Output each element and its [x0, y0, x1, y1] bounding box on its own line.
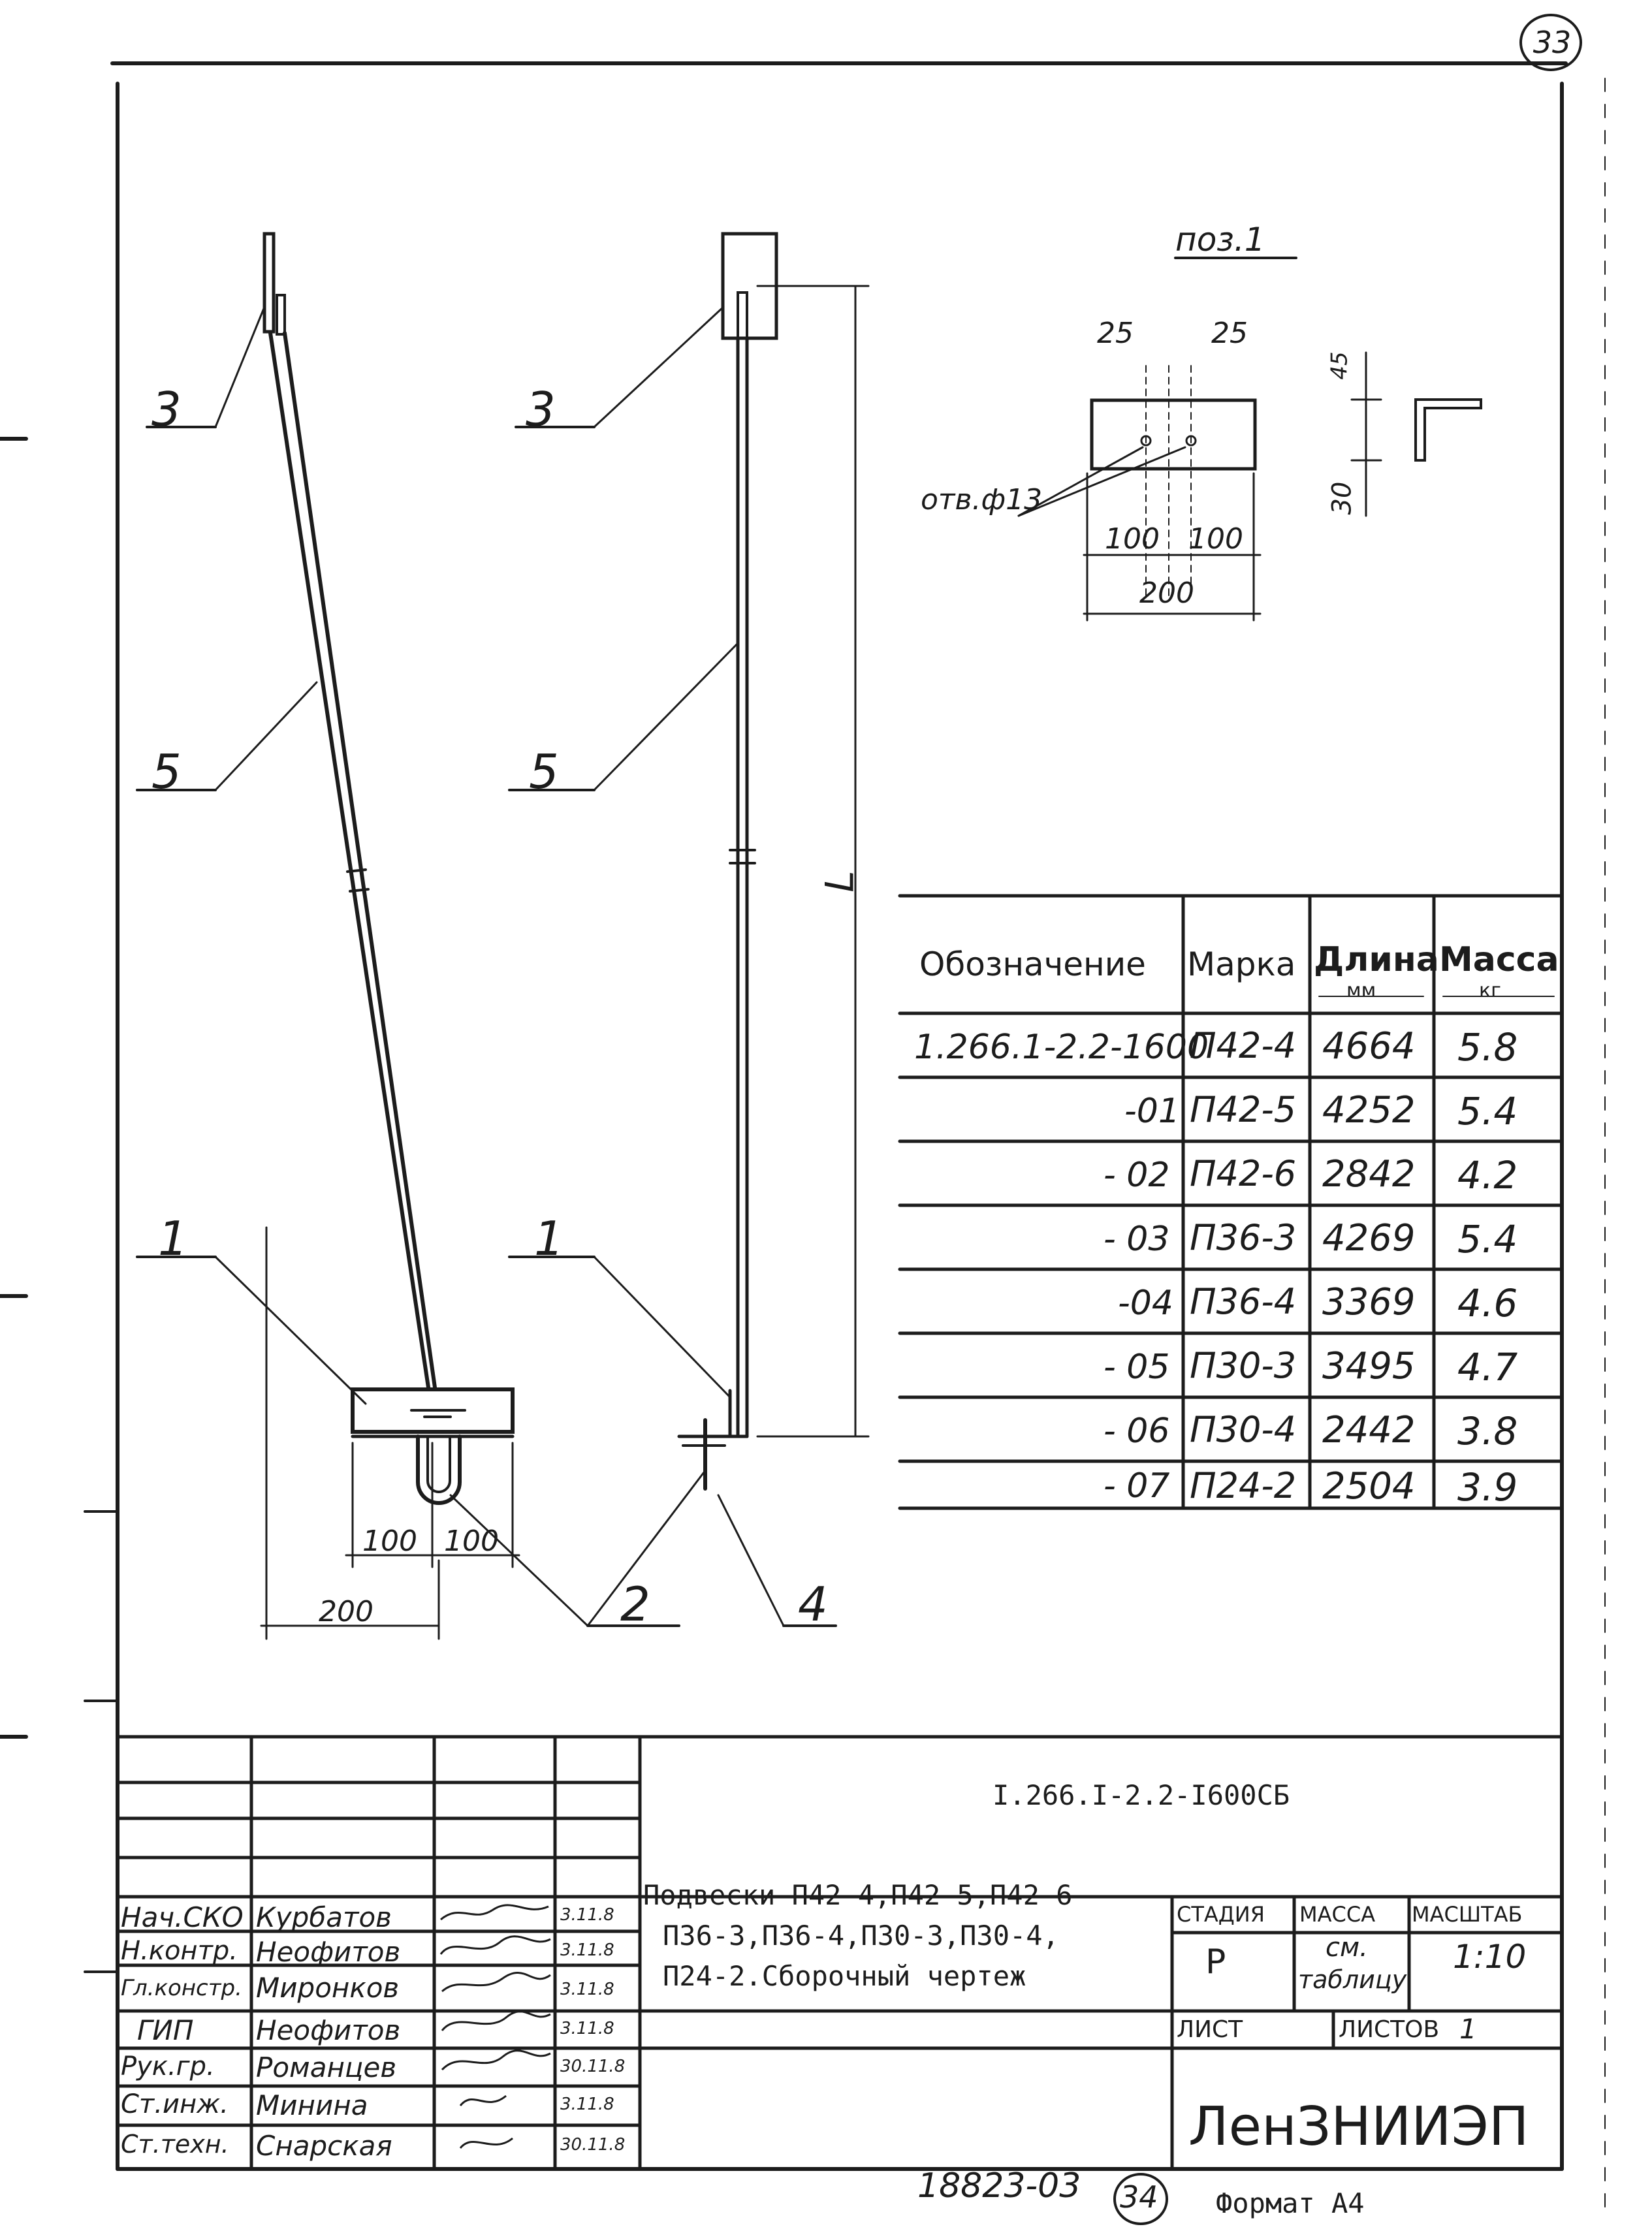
left-bracket-top — [264, 234, 274, 332]
format-label: Формат А4 — [1216, 2187, 1365, 2219]
table-row-designation: - 02 — [1104, 1156, 1170, 1195]
detail-dim-100a: 100 — [1105, 522, 1160, 556]
table-row-length: 3495 — [1322, 1345, 1416, 1387]
table-row-length: 4664 — [1322, 1025, 1416, 1068]
signature-scribbles — [434, 1897, 555, 2169]
callout-3-mid: 3 — [526, 382, 556, 437]
sig-name: Романцев — [256, 2051, 397, 2083]
table-row-length: 2842 — [1322, 1153, 1416, 1195]
sig-date: 3.11.8 — [560, 1940, 614, 1960]
table-row-designation: -04 — [1118, 1284, 1173, 1323]
table-row-mass: 4.7 — [1457, 1345, 1518, 1389]
table-row-length: 4269 — [1322, 1217, 1416, 1259]
sig-date: 3.11.8 — [560, 1905, 614, 1925]
sig-role: Н.контр. — [121, 1936, 238, 1966]
table-row-mark: П36-3 — [1190, 1217, 1297, 1258]
title-line-3: П24-2.Сборочный чертеж — [663, 1960, 1026, 1992]
sig-role: Ст.инж. — [121, 2089, 229, 2119]
detail-dim-25b: 25 — [1211, 317, 1248, 350]
sig-date: 30.11.8 — [560, 2135, 626, 2155]
mass-value-1: см. — [1326, 1933, 1368, 1963]
detail-dim-30: 30 — [1327, 481, 1358, 515]
sig-role: Рук.гр. — [121, 2051, 215, 2081]
callout-1-left: 1 — [158, 1211, 188, 1266]
sig-role: Нач.СКО — [121, 1901, 244, 1933]
sig-date: 3.11.8 — [560, 1980, 614, 1999]
callout-2: 2 — [620, 1577, 650, 1632]
title-line-2: П36-3,П36-4,П30-3,П30-4, — [663, 1920, 1059, 1952]
table-row-designation: 1.266.1-2.2-1600 — [914, 1028, 1209, 1067]
sig-name: Неофитов — [256, 2014, 401, 2046]
stage-label: СТАДИЯ — [1177, 1902, 1265, 1927]
table-row-mark: П42-5 — [1190, 1089, 1297, 1130]
sig-date: 3.11.8 — [560, 2019, 614, 2038]
spec-header-mass-unit: кг — [1479, 979, 1501, 1002]
spec-header-length: Длина — [1314, 940, 1439, 979]
detail-title: поз.1 — [1175, 221, 1265, 259]
table-row-length: 3369 — [1322, 1281, 1416, 1323]
table-row-mass: 5.4 — [1457, 1217, 1518, 1261]
table-row-length: 2504 — [1322, 1465, 1416, 1508]
table-row-designation: - 05 — [1104, 1348, 1170, 1387]
mass-label: МАССА — [1299, 1902, 1376, 1927]
sig-role: Гл.констр. — [121, 1975, 242, 2001]
table-row-designation: - 03 — [1104, 1220, 1170, 1259]
table-row-designation: - 06 — [1104, 1412, 1170, 1451]
table-row-mark: П30-4 — [1190, 1409, 1297, 1450]
sig-date: 30.11.8 — [560, 2057, 626, 2076]
sig-role: ГИП — [137, 2014, 194, 2046]
inventory-circle-number: 34 — [1120, 2179, 1158, 2215]
table-row-length: 2442 — [1322, 1409, 1416, 1451]
left-dim-100a: 100 — [362, 1525, 417, 1558]
spec-header-mass: Масса — [1439, 940, 1559, 979]
table-row-mark: П42-4 — [1190, 1025, 1297, 1066]
callout-1-mid: 1 — [534, 1211, 564, 1266]
page-number: 33 — [1533, 25, 1572, 60]
sheets-value: 1 — [1459, 2013, 1477, 2045]
sheets-label: ЛИСТОВ — [1339, 2016, 1440, 2043]
left-dim-200: 200 — [319, 1595, 373, 1628]
detail-dim-200: 200 — [1139, 577, 1194, 610]
mass-value-2: таблицу — [1298, 1965, 1407, 1994]
doc-code: I.266.I-2.2-I600СБ — [993, 1779, 1290, 1811]
table-row-mark: П42-6 — [1190, 1153, 1297, 1194]
table-row-mass: 5.8 — [1457, 1025, 1518, 1069]
detail-dim-100b: 100 — [1188, 522, 1243, 556]
sheet-label: ЛИСТ — [1177, 2016, 1243, 2043]
detail-angle — [1416, 400, 1481, 460]
sig-name: Неофитов — [256, 1936, 401, 1968]
table-row-length: 4252 — [1322, 1089, 1416, 1131]
left-dim-100b: 100 — [444, 1525, 499, 1558]
spec-header-length-unit: мм — [1346, 979, 1376, 1002]
detail-plate — [1092, 400, 1255, 469]
inventory-number: 18823-03 — [917, 2166, 1081, 2206]
table-row-mark: П30-3 — [1190, 1345, 1297, 1386]
spec-header-mark: Марка — [1187, 945, 1296, 983]
detail-dim-25a: 25 — [1097, 317, 1134, 350]
callout-4: 4 — [798, 1577, 828, 1632]
table-row-mass: 3.8 — [1457, 1409, 1518, 1453]
sig-name: Снарская — [256, 2130, 392, 2162]
callout-3-left: 3 — [151, 382, 182, 437]
left-rod — [270, 333, 428, 1387]
sig-role: Ст.техн. — [121, 2130, 229, 2159]
table-row-mass: 3.9 — [1457, 1465, 1518, 1510]
scale-value: 1:10 — [1453, 1938, 1527, 1976]
scale-label: МАСШТАБ — [1412, 1902, 1523, 1927]
detail-dim-45: 45 — [1326, 351, 1353, 380]
table-row-mass: 4.6 — [1457, 1281, 1518, 1325]
spec-header-designation: Обозначение — [919, 945, 1146, 983]
sig-date: 3.11.8 — [560, 2095, 614, 2114]
sig-name: Курбатов — [256, 1901, 392, 1933]
detail-hole: отв.ф13 — [921, 483, 1043, 516]
table-row-mark: П36-4 — [1190, 1281, 1297, 1322]
table-row-designation: - 07 — [1104, 1466, 1170, 1506]
table-row-mark: П24-2 — [1190, 1465, 1297, 1506]
sig-name: Минина — [256, 2089, 368, 2121]
org-name: ЛенЗНИИЭП — [1188, 2096, 1529, 2158]
table-row-mass: 5.4 — [1457, 1089, 1518, 1133]
callout-5-mid: 5 — [529, 744, 559, 799]
title-line-1: Подвески П42-4,П42-5,П42-6 — [643, 1879, 1073, 1911]
callout-5-left: 5 — [151, 744, 182, 799]
length-mark: L — [817, 870, 863, 893]
table-row-mass: 4.2 — [1457, 1153, 1518, 1197]
table-row-designation: -01 — [1124, 1092, 1180, 1131]
stage-value: Р — [1205, 1942, 1226, 1982]
sig-name: Миронков — [256, 1972, 400, 2004]
